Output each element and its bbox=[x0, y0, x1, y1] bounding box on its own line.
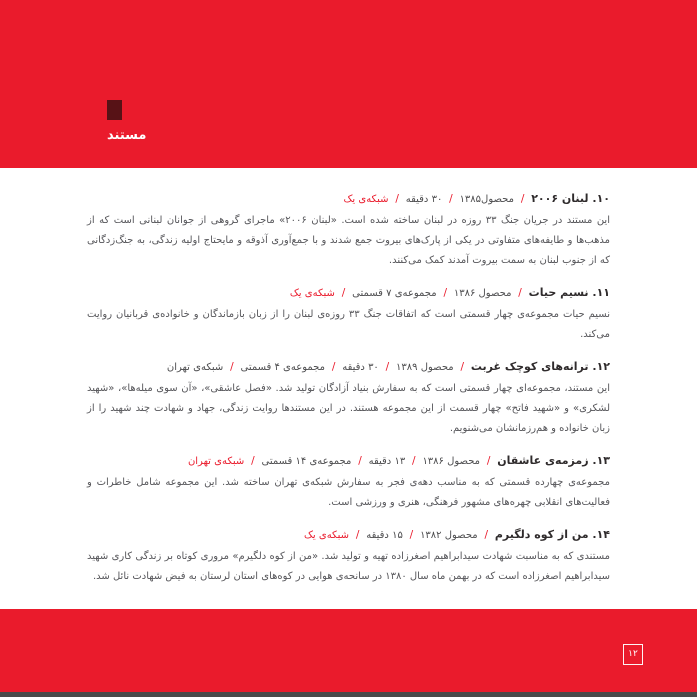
entry-description: این مستند در جریان جنگ ۳۳ روزه در لبنان ساخته شده است. «لبنان ۲۰۰۶» ماجرای گروهی از جوانان لبنانی است که از مذهب‌ها و طایفه‌های متفاوتی در یکی از پارک‌های بیروت جمع شدند و با جمع‌آوری آذوقه و مایحتاج اولیه زندگی، به جنگ‌زدگانی که از جنوب لبنان به سمت بیروت آمدند کمک می‌کنند. bbox=[87, 215, 610, 266]
page-number: ۱۲ bbox=[628, 649, 638, 659]
separator: / bbox=[358, 455, 362, 467]
footer-band bbox=[0, 609, 697, 692]
entry-name: من از کوه دلگیرم bbox=[494, 528, 589, 541]
separator: / bbox=[449, 193, 453, 205]
entry-number: ۱۴. bbox=[592, 528, 610, 541]
entry-meta-production: محصول ۱۳۸۲ bbox=[420, 530, 478, 541]
separator: / bbox=[460, 361, 465, 373]
separator: / bbox=[251, 455, 255, 467]
entry-description: مستندی که به مناسبت شهادت سیدابراهیم اصغرزاده تهیه و تولید شد. «من از کوه دلگیرم» مروری کوتاه بر زندگی کاری شهید سیدابراهیم اصغرزاده است که در بهمن ماه سال ۱۳۸۰ در سانحه‌ی هوایی در کوه‌های استان لرستان به فیض شهادت نائل شد. bbox=[87, 551, 610, 582]
entry-name: لبنان ۲۰۰۶ bbox=[531, 192, 589, 205]
entry-meta-episodes: مجموعه‌ی ۴ قسمتی bbox=[240, 362, 325, 373]
entry-title bbox=[87, 358, 610, 376]
entry-number: ۱۰. bbox=[592, 192, 610, 205]
entry-meta-production: محصول ۱۳۸۹ bbox=[396, 362, 454, 373]
entry-number: ۱۱. bbox=[592, 286, 610, 299]
separator: / bbox=[486, 455, 491, 467]
entry bbox=[87, 358, 610, 439]
entry-number: ۱۳. bbox=[592, 454, 610, 467]
entry-channel: شبکه‌ی تهران bbox=[187, 456, 245, 467]
entry-name: نسیم حیات bbox=[528, 286, 589, 299]
entry bbox=[87, 284, 610, 345]
separator: / bbox=[385, 361, 390, 373]
entry-meta-production: محصول ۱۳۸۶ bbox=[422, 456, 481, 467]
entry-meta-duration: ۱۳ دقیقه bbox=[368, 456, 406, 467]
separator: / bbox=[412, 455, 416, 467]
entry-title bbox=[87, 284, 610, 302]
separator: / bbox=[331, 361, 336, 373]
page-edge-strip bbox=[0, 692, 697, 697]
page-number-box bbox=[623, 644, 643, 665]
separator: / bbox=[484, 529, 489, 541]
entry-meta-episodes: مجموعه‌ی ۷ قسمتی bbox=[352, 288, 437, 299]
entry-description: نسیم حیات مجموعه‌ی چهار قسمتی است که اتفاقات جنگ ۳۳ روزه‌ی لبنان را از زبان بازماندگان و خانواده‌ی قربانیان روایت می‌کند. bbox=[87, 309, 611, 340]
entry-description: این مستند، مجموعه‌ای چهار قسمتی است که به سفارش بنیاد آزادگان تولید شد. «فصل عاشقی»، «آن سوی میله‌ها»، «شهید لشکری» و «شهید فاتح» چهار قسمت از این مجموعه هستند. در این مستندها روایت زندگی، جهاد و شهادت چند شهید را از زبان خانواده و هم‌رزمانشان می‌شنویم. bbox=[87, 383, 610, 434]
entry-meta-duration: ۳۰ دقیقه bbox=[405, 194, 443, 205]
entries-list bbox=[0, 168, 697, 609]
entry-channel: شبکه‌ی یک bbox=[289, 288, 335, 299]
entry bbox=[87, 190, 610, 271]
entry-name: زمزمه‌ی عاشقان bbox=[497, 454, 589, 467]
separator: / bbox=[518, 287, 522, 299]
entry-title bbox=[87, 452, 610, 470]
entry-meta-production: محصول ۱۳۸۶ bbox=[453, 288, 512, 299]
entry-meta-duration: ۱۵ دقیقه bbox=[366, 530, 403, 541]
entry-title bbox=[87, 526, 610, 544]
entry-number: ۱۲. bbox=[592, 360, 610, 373]
separator: / bbox=[409, 529, 414, 541]
separator: / bbox=[520, 193, 525, 205]
entry bbox=[87, 452, 610, 513]
separator: / bbox=[230, 361, 234, 373]
entry-meta-production: محصول۱۳۸۵ bbox=[459, 194, 514, 205]
entry-channel: شبکه‌ی تهران bbox=[166, 362, 224, 373]
section-marker-square-icon bbox=[107, 100, 122, 120]
section-title: مستند bbox=[107, 128, 147, 143]
entry-meta-duration: ۳۰ دقیقه bbox=[342, 362, 379, 373]
separator: / bbox=[395, 193, 399, 205]
separator: / bbox=[355, 529, 360, 541]
entry-channel: شبکه‌ی یک bbox=[343, 194, 389, 205]
header-band bbox=[0, 0, 697, 168]
separator: / bbox=[443, 287, 447, 299]
entry-channel: شبکه‌ی یک bbox=[303, 530, 349, 541]
entry-meta-episodes: مجموعه‌ی ۱۴ قسمتی bbox=[261, 456, 352, 467]
entry-description: مجموعه‌ی چهارده قسمتی که به مناسب دهه‌ی فجر به سفارش شبکه‌ی تهران ساخته شد. این مجموعه شامل خاطرات و فعالیت‌های انقلابی چهره‌های مشهور فرهنگی، هنری و ورزشی است. bbox=[87, 477, 610, 508]
entry-name: ترانه‌های کوچک غربت bbox=[470, 360, 589, 373]
entry-title bbox=[87, 190, 610, 208]
entry bbox=[87, 526, 610, 587]
separator: / bbox=[341, 287, 346, 299]
